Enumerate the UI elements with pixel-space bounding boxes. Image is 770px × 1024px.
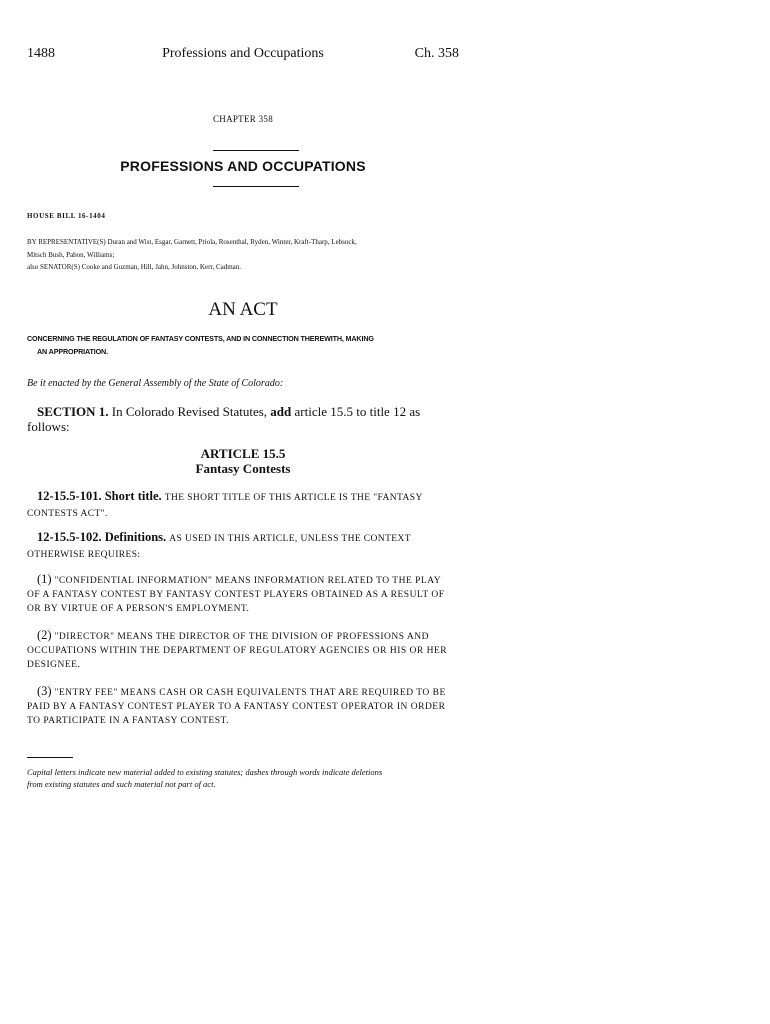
definition-text: DESIGNEE. [27, 660, 81, 670]
footnote-rule [27, 757, 73, 758]
definition-text: "DIRECTOR" MEANS THE DIRECTOR OF THE DIVISION OF PROFESSIONS AND [54, 632, 429, 642]
act-heading: AN ACT [208, 299, 278, 320]
statute-text: OTHERWISE REQUIRES: [27, 550, 141, 560]
section-12-15.5-101 [27, 489, 459, 521]
concerning-clause [27, 332, 459, 358]
section-text: In Colorado Revised Statutes, [111, 404, 268, 419]
article-name: Fantasy Contests [195, 461, 291, 476]
statute-text: THE SHORT TITLE OF THIS ARTICLE IS THE "FANTASY [164, 493, 423, 503]
statute-heading: Definitions. [104, 530, 167, 544]
title-rule-top [213, 150, 299, 151]
section-label: SECTION 1. [37, 404, 109, 419]
definition-text: "ENTRY FEE" MEANS CASH OR CASH EQUIVALENTS THAT ARE REQUIRED TO BE [54, 688, 446, 698]
concerning-line: CONCERNING THE REGULATION OF FANTASY CONTESTS, AND IN CONNECTION THEREWITH, MAKING [27, 334, 374, 343]
definition-1 [27, 572, 459, 616]
footnote-line: from existing statutes and such material not part of act. [27, 779, 216, 789]
definition-text: OR BY VIRTUE OF A PERSON'S EMPLOYMENT. [27, 604, 250, 614]
chapter-title: PROFESSIONS AND OCCUPATIONS [120, 158, 366, 174]
definition-number: (2) [37, 628, 52, 642]
footnote-line: Capital letters indicate new material added to existing statutes; dashes through words indicate deletions [27, 767, 383, 777]
page-number: 1488 [27, 46, 55, 61]
chapter-label: CHAPTER 358 [212, 114, 274, 124]
definition-number: (1) [37, 572, 52, 586]
running-header [27, 46, 459, 64]
sponsors-block [27, 236, 459, 274]
sponsors-line: Mitsch Bush, Pabon, Williams; [27, 250, 115, 259]
statute-number: 12-15.5-101. [37, 489, 102, 503]
section-text: follows: [27, 419, 70, 434]
section-12-15.5-102 [27, 530, 459, 562]
section-1 [27, 404, 459, 434]
title-rule-bottom [213, 186, 299, 187]
definition-number: (3) [37, 684, 52, 698]
article-heading [27, 446, 459, 476]
sponsors-line: also SENATOR(S) Cooke and Guzman, Hill, Jahn, Johnston, Kerr, Cadman. [27, 263, 242, 271]
chapter-reference: Ch. 358 [414, 46, 459, 61]
statute-heading: Short title. [104, 489, 162, 503]
section-add-word: add [270, 404, 292, 419]
definition-text: "CONFIDENTIAL INFORMATION" MEANS INFORMATION RELATED TO THE PLAY [54, 576, 442, 586]
definition-text: OF A FANTASY CONTEST BY FANTASY CONTEST PLAYERS OBTAINED AS A RESULT OF [27, 590, 445, 600]
section-text: article 15.5 to title 12 as [294, 404, 421, 419]
statute-text: AS USED IN THIS ARTICLE, UNLESS THE CONTEXT [169, 534, 411, 544]
definition-2 [27, 628, 459, 672]
definition-3 [27, 684, 459, 728]
statute-number: 12-15.5-102. [37, 530, 102, 544]
definition-text: OCCUPATIONS WITHIN THE DEPARTMENT OF REGULATORY AGENCIES OR HIS OR HER [27, 646, 448, 656]
article-number: ARTICLE 15.5 [200, 446, 286, 461]
sponsors-line: BY REPRESENTATIVE(S) Duran and Wist, Esgar, Garnett, Priola, Rosenthal, Ryden, Winter, Kraft-Tharp, Lebsock, [27, 238, 357, 246]
footnote [27, 766, 467, 790]
running-title: Professions and Occupations [162, 46, 324, 61]
definition-text: TO PARTICIPATE IN A FANTASY CONTEST. [27, 716, 229, 726]
statute-text: CONTESTS ACT". [27, 509, 108, 519]
concerning-line: AN APPROPRIATION. [37, 347, 108, 356]
bill-number: HOUSE BILL 16-1404 [27, 212, 106, 220]
enacting-clause: Be it enacted by the General Assembly of the State of Colorado: [27, 378, 284, 389]
definition-text: PAID BY A FANTASY CONTEST PLAYER TO A FANTASY CONTEST OPERATOR IN ORDER [27, 702, 446, 712]
